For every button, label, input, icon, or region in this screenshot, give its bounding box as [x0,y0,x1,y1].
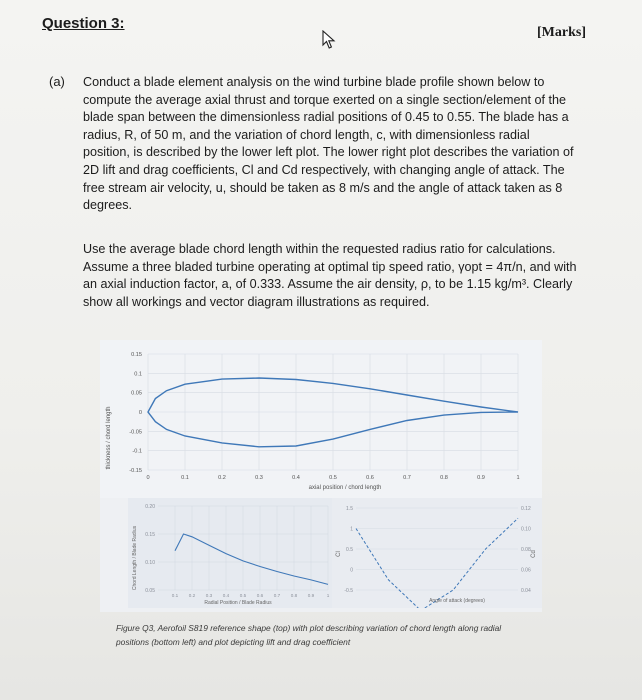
chord-line [175,534,328,584]
chord-xlabel: Radial Position / Blade Radius [204,600,272,606]
cd-tick-label: 0.06 [521,567,531,574]
x-tick-label: 0.6 [256,593,264,598]
y-tick-label: 1.5 [346,506,353,512]
x-tick-label: 0.8 [440,475,448,481]
marks-label: [Marks] [537,25,586,40]
y-tick-label: 0.5 [346,547,353,553]
coefficient-plot [332,498,542,608]
coefficient-xlabel: Angle of attack (degrees) [429,598,485,604]
cd-tick-label: 0.08 [521,547,531,553]
y-tick-label: 0.1 [134,371,142,378]
figure-caption: Figure Q3, Aerofoil S819 reference shape (top) with plot describing variation of chord length along radial positions (bottom left) and plot depicting lift and drag coefficient [116,623,502,647]
y-tick-label: 0.05 [145,588,155,594]
x-tick-label: 0.2 [188,593,196,598]
aerofoil-xlabel: axial position / chord length [308,485,382,491]
question-paragraph-2: Use the average blade chord length within the requested radius ratio for calculations. Assume a three bladed turbine operating at optimal tip speed ratio, γopt = 4π/n, and with an axial induction factor, a, of 0.333. Assume the air density, ρ, to be 1.15 kg/m³. Clearly show all workings and vector diagram illustrations as required. [83,242,577,309]
y-tick-label: -0.5 [344,588,353,594]
y-tick-label: -0.15 [129,468,142,474]
x-tick-label: 0 [146,475,150,481]
y-tick-label: 0.20 [145,504,155,510]
question-paragraph-1: Conduct a blade element analysis on the wind turbine blade profile shown below to compute the average axial thrust and torque exerted on a single section/element of the blade span between the dimensionless radial positions of 0.45 to 0.55. The blade has a radius, R, of 50 m, and the variation of chord length, c, with dimensionless radial position, is described by the lower left plot. The lower right plot describes the variation of 2D lift and drag coefficients, Cl and Cd respectively, with changing angle of attack. The free stream air velocity, u, should be taken as 8 m/s and the angle of attack taken as 8 degrees. [83,75,574,213]
y-tick-label: 0 [138,410,142,416]
x-tick-label: 1 [326,593,330,598]
y-tick-label: 0.10 [145,560,155,566]
x-tick-label: 0.1 [171,593,179,598]
part-label: (a) [49,74,65,89]
aerofoil-ylabel: thickness / chord length [106,406,112,470]
x-tick-label: 0.5 [239,593,247,598]
chord-x-ticks [172,593,330,598]
chord-y-ticks [145,504,155,594]
x-tick-label: 0.9 [477,475,485,481]
y-tick-label: 0.15 [131,352,142,358]
x-tick-label: 0.5 [329,475,337,481]
x-tick-label: 0.9 [307,593,315,598]
chord-ylabel: Chord Length / Blade Radius [132,525,138,591]
x-tick-label: 0.7 [403,475,411,481]
x-tick-label: 0.8 [290,593,298,598]
cd-tick-label: 0.10 [521,526,531,533]
y-tick-label: 1 [350,526,353,533]
cl-y-ticks [344,506,353,594]
cd-tick-label: 0.04 [521,588,531,594]
x-tick-label: 0.4 [222,593,230,598]
cd-ylabel: Cd [531,550,537,558]
x-tick-label: 0.1 [181,475,189,481]
x-tick-label: 0.4 [292,475,300,481]
x-tick-label: 0.3 [255,475,263,481]
y-tick-label: 0 [350,567,353,574]
y-tick-label: -0.1 [132,448,142,455]
cl-ylabel: Cl [336,551,342,557]
y-tick-label: 0.05 [131,390,142,397]
coefficient-grid [356,508,518,590]
question-title: Question 3: [42,15,125,32]
chord-plot [128,498,334,608]
cd-y-ticks [521,506,531,594]
mouse-cursor-icon [322,30,336,50]
x-tick-label: 0.3 [205,593,213,598]
figure-panel [100,340,542,612]
y-tick-label: -0.05 [129,429,142,436]
cd-curve [356,518,518,608]
x-tick-label: 0.2 [218,475,226,481]
x-tick-label: 0.6 [366,475,374,481]
y-tick-label: 0.15 [145,532,155,538]
aerofoil-plot [100,340,542,498]
x-tick-label: 1 [516,475,520,481]
x-tick-label: 0.7 [273,593,281,598]
cd-tick-label: 0.12 [521,506,531,512]
